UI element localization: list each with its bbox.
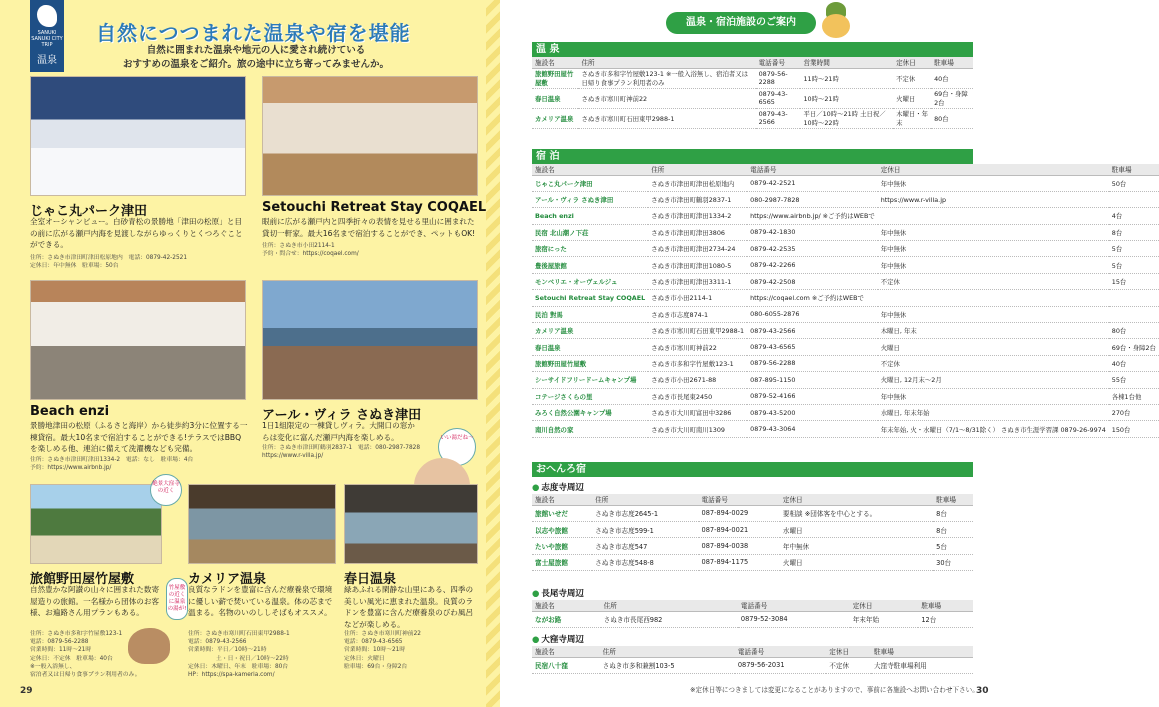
column-header: 定休日 — [826, 646, 871, 657]
table-cell: 平日／10時〜21時 土日祝／10時〜22時 — [800, 108, 893, 128]
info-line: 予約：https://www.airbnb.jp/ — [30, 465, 112, 472]
info-line: 営業時間：10時〜21時 — [344, 647, 406, 654]
table-row — [532, 208, 1159, 224]
table-row — [532, 521, 973, 537]
table-cell: 0879-43-2566 — [747, 323, 878, 339]
facility-name: 旅館野田屋竹屋敷 — [532, 68, 578, 88]
facility-name: 富士屋旅館 — [532, 554, 592, 570]
table-cell: さぬき市多和字竹屋敷123-1 ※一般入浴無し、宿泊者又は日帰り食事プラン利用者のみ — [578, 68, 755, 88]
spot-desc: 景勝地津田の松原（ふるさと海岸）から徒歩約3分に位置する一棟貸宿。最大10名まで宿泊することができる!テラスではBBQを楽しめる他、連泊に備えて洗濯機なども完備。 — [30, 421, 248, 453]
column-header: 駐車場 — [1109, 164, 1159, 175]
spot-title: カメリア温泉 — [188, 572, 267, 587]
table-cell: 30台 — [933, 554, 973, 570]
kasuga-photo — [344, 484, 478, 564]
column-header: 定休日 — [893, 57, 931, 68]
table-cell: 0879-52-3084 — [738, 611, 850, 627]
table-cell: https://www.airbnb.jp/ ※ご予約はWEBで — [747, 208, 878, 224]
table-cell: 不定休 — [878, 355, 1109, 371]
facility-name: アール・ヴィラ さぬき津田 — [532, 191, 648, 207]
column-header: 電話番号 — [738, 600, 850, 611]
table-header — [532, 646, 973, 657]
table-cell: 080-6055-2876 — [747, 306, 878, 322]
left-page — [0, 0, 500, 707]
facility-name: 民宿八十窪 — [532, 657, 600, 673]
table-body — [532, 657, 973, 673]
table-row — [532, 339, 1159, 355]
table-cell: 0879-43-6565 — [747, 339, 878, 355]
facility-name: 豊後屋旅館 — [532, 257, 648, 273]
spot-info — [30, 254, 248, 270]
table-cell: さぬき市津田町津田1080-5 — [648, 257, 747, 273]
kameria-photo — [188, 484, 336, 564]
table-cell: 12台 — [918, 611, 973, 627]
speech-bubble: いい湯だね〜 — [438, 428, 476, 466]
info-line: 予約・問合せ：https://coqael.com/ — [262, 251, 359, 258]
badge-top: SANUKI — [37, 30, 57, 36]
column-header: 駐車場 — [933, 494, 973, 505]
table-cell: さぬき市大川町富田中3286 — [648, 404, 747, 420]
table-header — [532, 494, 973, 505]
facility-name: Beach enzi — [532, 208, 648, 224]
right-page — [500, 0, 1156, 707]
column-header: 住所 — [600, 646, 735, 657]
info-line: 住所：さぬき市多和字竹屋敷123-1 — [30, 631, 123, 637]
table-cell: 火曜日 — [893, 88, 931, 108]
mascot-face — [822, 14, 850, 38]
info-line: 駐車場：69台・身障2台 — [344, 663, 408, 670]
henro-table-nagao — [532, 600, 973, 628]
table-cell: 40台 — [931, 68, 973, 88]
table-cell: さぬき市志度599-1 — [592, 521, 698, 537]
info-line: 電話：0879-43-6565 — [344, 639, 403, 646]
spot-title: アール・ヴィラ さぬき津田 — [262, 408, 422, 423]
spot-info — [262, 444, 462, 460]
spot-desc: 1日1組限定の一棟貸しヴィラ。大開口の窓からは変化に富んだ瀬戸内海を楽しめる。 — [262, 421, 415, 442]
table-row — [532, 554, 973, 570]
table-cell: 不定休 — [878, 273, 1109, 289]
table-cell: 不定休 — [826, 657, 871, 673]
table-cell: 0879-56-2288 — [756, 68, 801, 88]
table-cell: さぬき市寒川町石田東甲2988-1 — [578, 108, 755, 128]
column-header: 駐車場 — [931, 57, 973, 68]
spot-title: Setouchi Retreat Stay COQAEL — [262, 200, 487, 215]
table-cell: 087-895-1150 — [747, 372, 878, 388]
table-cell: 火曜日, 12月末〜2月 — [878, 372, 1109, 388]
info-line: 土・日・祝日／10時〜22時 — [216, 655, 289, 662]
table-cell: 150台 — [1109, 421, 1159, 437]
table-cell — [878, 208, 1109, 224]
table-header — [532, 164, 1159, 175]
jakomaru-photo — [30, 76, 246, 196]
info-line: HP：https://spa-kameria.com/ — [188, 672, 275, 679]
table-cell: 80台 — [1109, 323, 1159, 339]
table-body — [532, 611, 973, 627]
spot-title: Beach enzi — [30, 404, 110, 419]
coqael-photo — [262, 76, 478, 196]
info-line: 営業時間：平日／10時〜21時 — [188, 647, 267, 654]
area-shido: ● 志度寺周辺 — [532, 481, 584, 493]
table-body — [532, 175, 1159, 437]
table-row — [532, 241, 1159, 257]
table-row — [532, 88, 973, 108]
table-row — [532, 611, 973, 627]
table-cell: さぬき市津田町鶴羽2837-1 — [648, 191, 747, 207]
henro-table-okubo — [532, 646, 973, 674]
table-cell: 8台 — [933, 505, 973, 521]
table-cell: さぬき市小田2114-1 — [648, 290, 747, 306]
table-header — [532, 57, 973, 68]
page-number: 30 — [976, 686, 989, 696]
column-header: 電話番号 — [756, 57, 801, 68]
table-cell: 0879-52-4166 — [747, 388, 878, 404]
facility-name: シーサイドフリードームキャンプ場 — [532, 372, 648, 388]
table-cell: 年中無休 — [878, 241, 1109, 257]
spot-info — [344, 630, 478, 671]
table-row — [532, 290, 1159, 306]
table-cell: 水曜日 — [780, 521, 933, 537]
table-cell: 5台 — [1109, 257, 1159, 273]
area-nagao: ● 長尾寺周辺 — [532, 587, 584, 599]
column-header: 施設名 — [532, 164, 648, 175]
table-cell: 50台 — [1109, 175, 1159, 191]
table-cell: 087-894-0021 — [699, 521, 780, 537]
table-row — [532, 224, 1159, 240]
section-henro: おへんろ宿 — [532, 462, 973, 477]
badge-bot: TRIP — [41, 42, 53, 48]
table-cell: 80台 — [931, 108, 973, 128]
table-cell: さぬき市寒川町神前22 — [648, 339, 747, 355]
table-cell: 40台 — [1109, 355, 1159, 371]
table-cell: 087-894-0029 — [699, 505, 780, 521]
table-cell — [1109, 191, 1159, 207]
column-header: 駐車場 — [871, 646, 973, 657]
table-cell: さぬき市志度547 — [592, 538, 698, 554]
lead-text — [76, 44, 436, 72]
table-body — [532, 68, 973, 128]
table-cell — [878, 290, 1109, 306]
facility-name: 旅館野田屋竹屋敷 — [532, 355, 648, 371]
stay-table — [532, 164, 1159, 438]
table-row — [532, 175, 1159, 191]
column-header: 施設名 — [532, 57, 578, 68]
r-villa-photo — [262, 280, 478, 400]
spot-title: じゃこ丸パーク津田 — [30, 204, 148, 219]
guide-title: 温泉・宿泊施設のご案内 — [666, 12, 816, 34]
table-cell: さぬき市寒川町神前22 — [578, 88, 755, 108]
table-cell — [1109, 290, 1159, 306]
spot-info — [30, 456, 248, 472]
table-row — [532, 273, 1159, 289]
spot-title: 旅館野田屋竹屋敷 — [30, 572, 135, 587]
table-cell: 各棟1台他 — [1109, 388, 1159, 404]
column-header: 施設名 — [532, 646, 600, 657]
facility-name: 春日温泉 — [532, 88, 578, 108]
info-line: 宿泊者又は日帰り食事プラン利用者のみ。 — [30, 672, 141, 679]
table-row — [532, 505, 973, 521]
facility-name: 旅宿にった — [532, 241, 648, 257]
facility-name: みろく自然公園キャンプ場 — [532, 404, 648, 420]
facility-name: 南川自然の家 — [532, 421, 648, 437]
spot-desc: 全室オーシャンビュー。白砂青松の景勝地「津田の松原」と目の前に広がる瀬戸内海を見渡しながらゆっくりとくつろぐことができる。 — [30, 217, 243, 249]
badge-label: 温泉 — [37, 55, 57, 66]
table-cell: https://coqael.com ※ご予約はWEBで — [747, 290, 878, 306]
table-cell: 火曜日 — [780, 554, 933, 570]
section-stay: 宿 泊 — [532, 149, 973, 164]
info-line: 電話：0879-43-2566 — [188, 639, 247, 646]
spot-info — [262, 242, 478, 258]
table-cell: 69台・身障2台 — [1109, 339, 1159, 355]
table-cell: 年中無休 — [878, 257, 1109, 273]
table-cell: 水曜日, 年末年始 — [878, 404, 1109, 420]
table-cell: 5台 — [933, 538, 973, 554]
speech-bubble: 竹屋敷の近くに温泉の湯が! — [166, 578, 188, 620]
nodaya-photo — [30, 484, 162, 564]
table-row — [532, 657, 973, 673]
table-cell: 4台 — [1109, 208, 1159, 224]
table-cell: 0879-56-2288 — [747, 355, 878, 371]
info-line: 営業時間：11時〜21時 — [30, 647, 92, 654]
table-cell: 火曜日 — [878, 339, 1109, 355]
table-cell — [1109, 306, 1159, 322]
table-cell: 大窪寺駐車場利用 — [871, 657, 973, 673]
column-header: 定休日 — [850, 600, 919, 611]
table-cell: 年中無休 — [878, 175, 1109, 191]
area-okubo: ● 大窪寺周辺 — [532, 633, 584, 645]
table-cell: https://www.r-villa.jp — [878, 191, 1109, 207]
sanuki-map-icon — [37, 5, 57, 27]
table-cell: さぬき市津田町津田2734-24 — [648, 241, 747, 257]
footnote: ※定休日等につきましては変更になることがありますので、事前に各施設へお問い合わせ下さい。 — [690, 686, 979, 694]
section-onsen: 温 泉 — [532, 42, 973, 57]
table-cell: さぬき市志度2645-1 — [592, 505, 698, 521]
column-header: 住所 — [578, 57, 755, 68]
table-cell: 年中無休 — [878, 306, 1109, 322]
info-line: 住所：さぬき市津田町津田1334-2 電話：なし 駐車場：4台 — [30, 457, 194, 463]
table-row — [532, 421, 1159, 437]
info-line: 定休日：木曜日、年末 駐車場：80台 — [188, 663, 289, 670]
table-cell: 55台 — [1109, 372, 1159, 388]
spot-title: 春日温泉 — [344, 572, 397, 587]
table-cell: 0879-42-2535 — [747, 241, 878, 257]
spot-desc: 良質なラドンを豊富に含んだ療養泉で環境に優しい薪で焚いている温泉。体の芯まで温まる。名物のいのししそばもオススメ。 — [188, 585, 333, 617]
table-header — [532, 600, 973, 611]
column-header: 定休日 — [878, 164, 1109, 175]
spot-info — [188, 630, 338, 679]
table-cell: 0879-56-2031 — [735, 657, 826, 673]
table-cell: 080-2987-7828 — [747, 191, 878, 207]
table-cell: 年末年始 — [850, 611, 919, 627]
info-line: 定休日：年中無休 駐車場：50台 — [30, 263, 119, 270]
lead-line-2: おすすめの温泉をご紹介。旅の途中に立ち寄ってみませんか。 — [122, 59, 390, 70]
table-cell: さぬき市志度874-1 — [648, 306, 747, 322]
table-cell: 0879-42-2521 — [747, 175, 878, 191]
table-cell: 087-894-1175 — [699, 554, 780, 570]
onsen-table — [532, 57, 973, 129]
info-line: 定休日：不定休 駐車場：40台 — [30, 655, 113, 662]
info-line: 住所：さぬき市寒川町石田東甲2988-1 — [188, 631, 290, 637]
table-cell: 15台 — [1109, 273, 1159, 289]
info-line: 住所：さぬき市小田2114-1 — [262, 243, 335, 249]
table-cell: 69台・身障2台 — [931, 88, 973, 108]
facility-name: 民泊 對馬 — [532, 306, 648, 322]
table-cell: 0879-42-2266 — [747, 257, 878, 273]
table-row — [532, 257, 1159, 273]
table-row — [532, 323, 1159, 339]
table-cell: 木曜日, 年末 — [878, 323, 1109, 339]
table-row — [532, 306, 1159, 322]
spot-desc: 緑あふれる閑静な山里にある、四季の美しい風光に恵まれた温泉。良質のラドンを豊富に含んだ療養泉のびわ風呂などが楽しめる。 — [344, 585, 474, 629]
lead-line-1: 自然に囲まれた温泉や地元の人に愛され続けている — [146, 45, 366, 56]
table-cell: 0879-43-6565 — [756, 88, 801, 108]
info-line: ※一般入浴無し、 — [30, 663, 76, 670]
table-cell: 10時〜21時 — [800, 88, 893, 108]
table-cell: 270台 — [1109, 404, 1159, 420]
info-line: https://www.r-villa.jp/ — [262, 453, 324, 460]
table-cell: 0879-43-2566 — [756, 108, 801, 128]
page-number: 29 — [20, 686, 33, 696]
column-header: 営業時間 — [800, 57, 893, 68]
facility-name: Setouchi Retreat Stay COQAEL — [532, 290, 648, 306]
facility-name: モンベリエ・オーヴェルジュ — [532, 273, 648, 289]
column-header: 住所 — [601, 600, 738, 611]
info-line: 住所：さぬき市津田町津田松原地内 電話：0879-42-2521 — [30, 255, 188, 261]
table-cell: 要相談 ※団体客を中心とする。 — [780, 505, 933, 521]
table-cell: さぬき市志度548-8 — [592, 554, 698, 570]
table-row — [532, 388, 1159, 404]
column-header: 住所 — [592, 494, 698, 505]
beach-enzi-photo — [30, 280, 246, 400]
table-cell: 5台 — [1109, 241, 1159, 257]
table-row — [532, 191, 1159, 207]
rabbit-illustration — [128, 628, 170, 664]
info-line: 定休日：火曜日 — [344, 655, 385, 662]
table-cell: 木曜日・年末 — [893, 108, 931, 128]
info-line: 住所：さぬき市寒川町神前22 — [344, 631, 421, 637]
table-cell: さぬき市津田町津田1334-2 — [648, 208, 747, 224]
table-cell: 0879-42-1830 — [747, 224, 878, 240]
table-cell: 年中無休 — [878, 224, 1109, 240]
table-cell: 11時〜21時 — [800, 68, 893, 88]
facility-name: たいや旅館 — [532, 538, 592, 554]
column-header: 施設名 — [532, 494, 592, 505]
facility-name: コテージさくらの里 — [532, 388, 648, 404]
facility-name: 春日温泉 — [532, 339, 648, 355]
column-header: 住所 — [648, 164, 747, 175]
mascot-illustration — [818, 2, 854, 40]
table-cell: 087-894-0038 — [699, 538, 780, 554]
table-cell: さぬき市長尾西982 — [601, 611, 738, 627]
table-cell: 8台 — [1109, 224, 1159, 240]
spot-desc: 自然豊かな阿讃の山々に囲まれた数寄屋造りの旅館。一名様から団体のお客様、お遍路さん用プランもある。 — [30, 585, 160, 617]
column-header: 電話番号 — [699, 494, 780, 505]
table-row — [532, 355, 1159, 371]
table-cell: 年中無休 — [780, 538, 933, 554]
facility-name: じゃこ丸パーク津田 — [532, 175, 648, 191]
column-header: 駐車場 — [918, 600, 973, 611]
speech-bubble: 絶景大窪寺の近く — [150, 474, 182, 506]
column-header: 定休日 — [780, 494, 933, 505]
table-cell: さぬき市津田町津田3311-1 — [648, 273, 747, 289]
table-row — [532, 68, 973, 88]
column-header: 電話番号 — [747, 164, 878, 175]
table-cell: さぬき市多和字竹屋敷123-1 — [648, 355, 747, 371]
table-cell: 年中無休 — [878, 388, 1109, 404]
sanuki-trip-badge — [30, 0, 64, 72]
info-line: 住所：さぬき市津田町鶴羽2837-1 電話：080-2987-7828 — [262, 445, 421, 451]
table-cell: 8台 — [933, 521, 973, 537]
table-row — [532, 108, 973, 128]
spot-desc: 眼前に広がる瀬戸内と四季折々の表情を見せる里山に囲まれた貸切一軒家。最大16名まで宿泊することができ、ペットもOK! — [262, 217, 476, 238]
badge-mid: SANUKI CITY — [31, 36, 63, 42]
table-cell: さぬき市津田町津田3806 — [648, 224, 747, 240]
table-row — [532, 404, 1159, 420]
table-cell: さぬき市長尾東2450 — [648, 388, 747, 404]
column-header: 施設名 — [532, 600, 601, 611]
table-cell: さぬき市多和兼割103-5 — [600, 657, 735, 673]
table-cell: 0879-43-3064 — [747, 421, 878, 437]
table-row — [532, 372, 1159, 388]
info-line: 電話：0879-56-2288 — [30, 639, 89, 646]
table-cell: さぬき市寒川町石田東甲2988-1 — [648, 323, 747, 339]
table-cell: さぬき市大川町南川1309 — [648, 421, 747, 437]
table-cell: 0879-42-2508 — [747, 273, 878, 289]
facility-name: ながお路 — [532, 611, 601, 627]
facility-name: カメリア温泉 — [532, 108, 578, 128]
column-header: 電話番号 — [735, 646, 826, 657]
facility-name: 民宿 北山潮ノ下荘 — [532, 224, 648, 240]
facility-name: 以志や旅館 — [532, 521, 592, 537]
table-row — [532, 538, 973, 554]
page-heading: 自然につつまれた温泉や宿を堪能 — [96, 21, 411, 45]
table-cell: 不定休 — [893, 68, 931, 88]
table-cell: 0879-43-5200 — [747, 404, 878, 420]
table-cell: さぬき市津田町津田松原地内 — [648, 175, 747, 191]
table-body — [532, 505, 973, 571]
facility-name: 旅館いせだ — [532, 505, 592, 521]
facility-name: カメリア温泉 — [532, 323, 648, 339]
henro-table-shido — [532, 494, 973, 571]
table-cell: さぬき市小田2671-88 — [648, 372, 747, 388]
table-cell: 年末年始, 火・水曜日（7/1〜8/31除く） さぬき市生涯学習課 0879-26-9974 — [878, 421, 1109, 437]
